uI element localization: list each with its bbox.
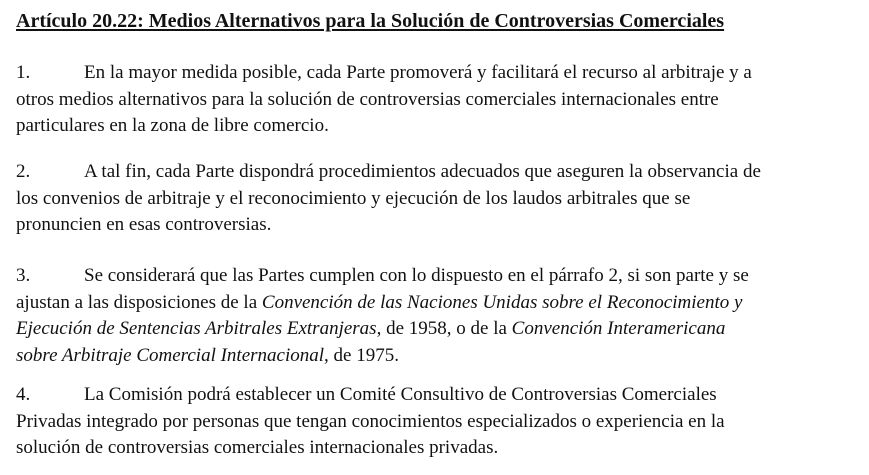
paragraph-4-line-3: solución de controversias comerciales internacionales privadas. xyxy=(16,437,499,458)
paragraph-text: La Comisión podrá establecer un Comité Consultivo de Controversias Comerciales xyxy=(84,384,717,405)
paragraph-3-line-1 xyxy=(16,263,864,290)
paragraph-1-line-2: otros medios alternativos para la solución de controversias comerciales internacionales entre xyxy=(16,88,719,110)
paragraph-4-line-1 xyxy=(16,382,864,409)
convention-title-un-cont: Ejecución de Sentencias Arbitrales Extranjeras xyxy=(16,318,377,339)
paragraph-3-line-4 xyxy=(16,343,864,370)
paragraph-text: Se considerará que las Partes cumplen con lo dispuesto en el párrafo 2, si son parte y se xyxy=(84,265,749,286)
paragraph-number: 4. xyxy=(16,384,31,405)
paragraph-4-line-2: Privadas integrado por personas que tengan conocimientos especializados o experiencia en la xyxy=(16,410,725,432)
paragraph-text: , de 1958, o de la xyxy=(376,318,512,339)
paragraph-2-line-3: pronuncien en esas controversias. xyxy=(16,214,272,235)
convention-title-un: Convención de las Naciones Unidas sobre el Reconocimiento y xyxy=(261,291,743,313)
paragraph-3-line-2 xyxy=(16,290,864,317)
paragraph-1 xyxy=(16,60,864,140)
paragraph-number: 2. xyxy=(16,161,31,182)
paragraph-3-line-3 xyxy=(16,316,864,343)
document-page xyxy=(16,8,864,458)
paragraph-3 xyxy=(16,263,864,369)
paragraph-2-line-1 xyxy=(16,159,864,186)
paragraph-1-line-1 xyxy=(16,60,864,87)
paragraph-text: A tal fin, cada Parte dispondrá procedimientos adecuados que aseguren la observancia de xyxy=(84,161,761,182)
paragraph-text: , de 1975. xyxy=(324,344,399,366)
paragraph-2-line-2: los convenios de arbitraje y el reconocimiento y ejecución de los laudos arbitrales que se xyxy=(16,187,691,209)
convention-title-inter-american: Convención Interamericana xyxy=(511,318,726,339)
paragraph-number: 1. xyxy=(16,62,31,83)
article-heading: Artículo 20.22: Medios Alternativos para la Solución de Controversias Comerciales xyxy=(16,10,725,32)
paragraph-number: 3. xyxy=(16,265,31,286)
paragraph-2 xyxy=(16,159,864,239)
paragraph-1-line-3: particulares en la zona de libre comercio. xyxy=(16,115,329,136)
paragraph-text: ajustan a las disposiciones de la xyxy=(16,291,262,313)
paragraph-4 xyxy=(16,382,864,462)
convention-title-inter-american-cont: sobre Arbitraje Comercial Internacional xyxy=(16,344,325,366)
paragraph-text: En la mayor medida posible, cada Parte promoverá y facilitará el recurso al arbitraje y a xyxy=(84,62,752,83)
